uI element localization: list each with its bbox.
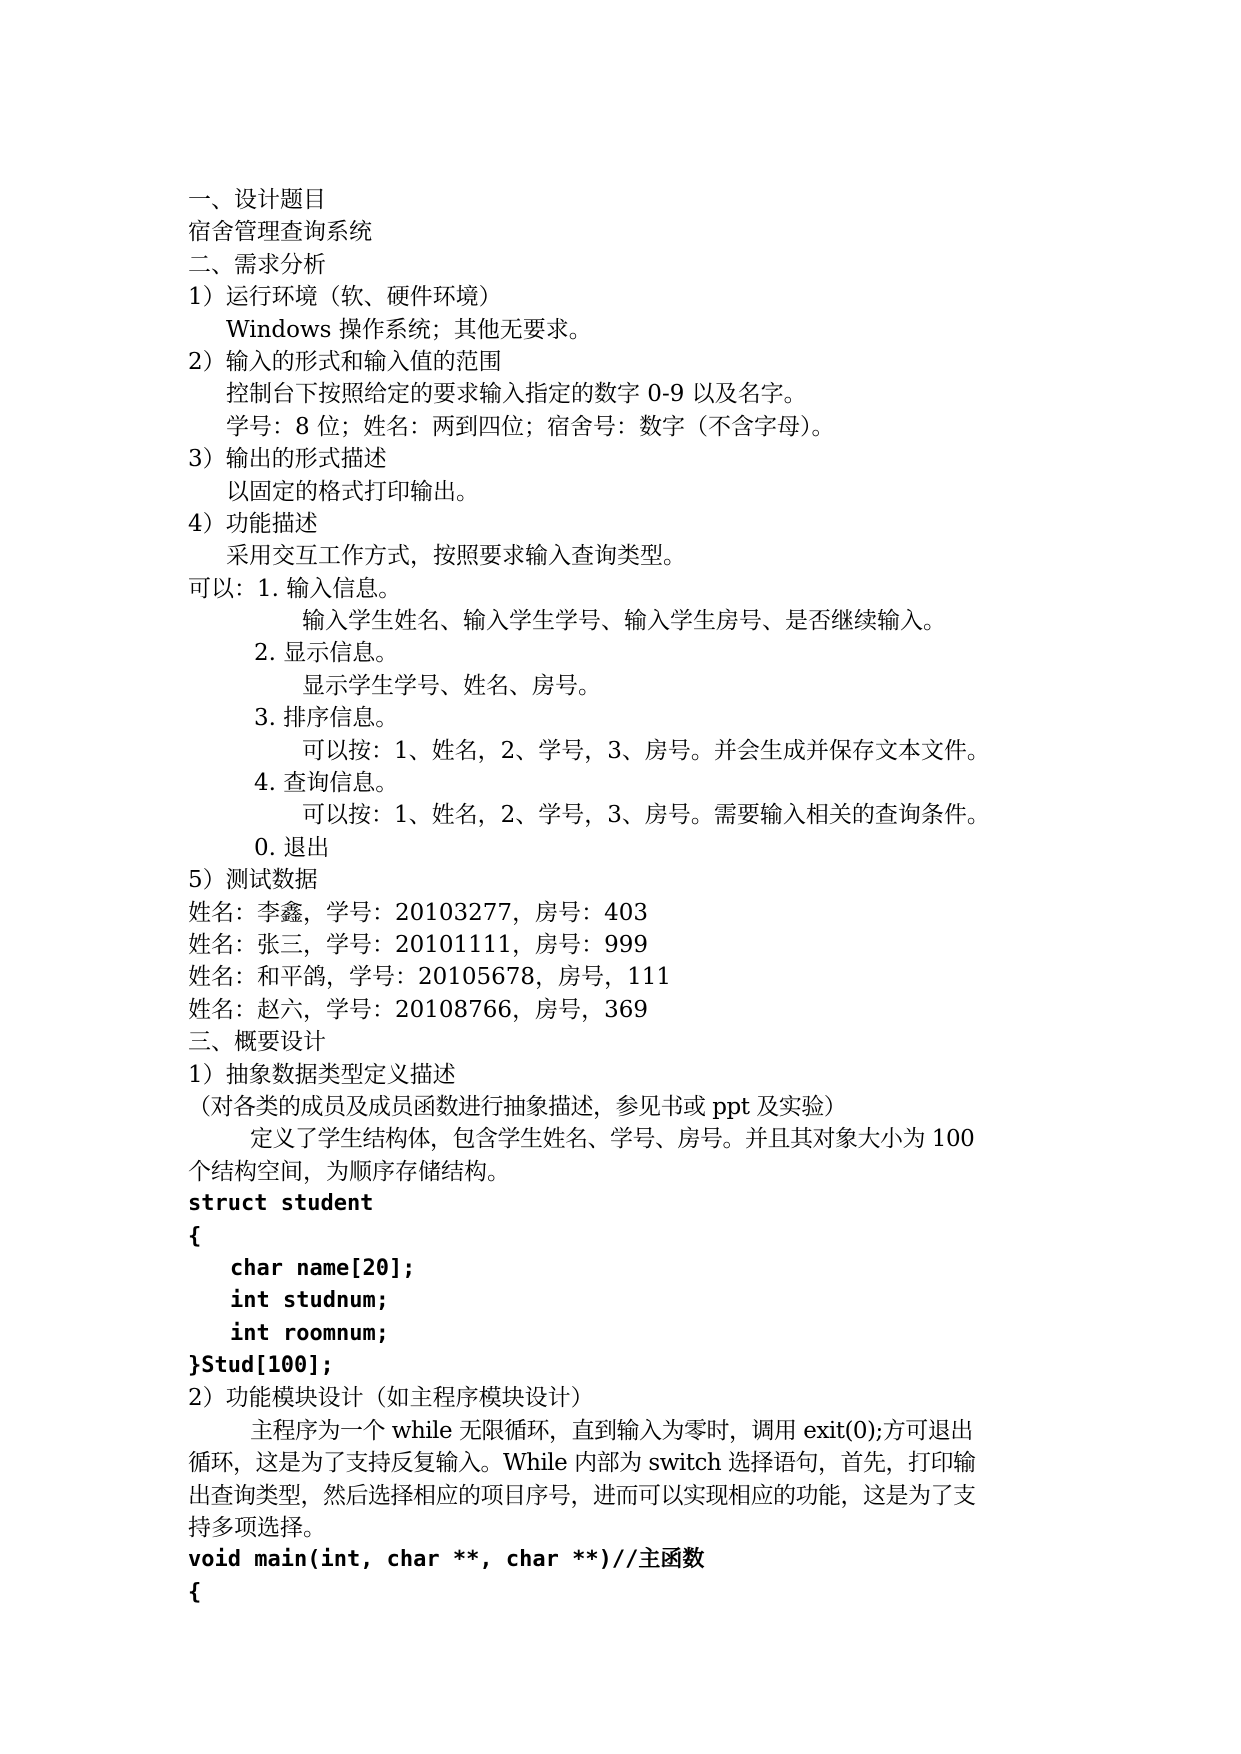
- document-line: 姓名：张三，学号：20101111，房号：999: [188, 931, 648, 958]
- document-line: 以固定的格式打印输出。: [226, 478, 479, 505]
- document-line: 0. 退出: [254, 834, 330, 861]
- document-line: 4）功能描述: [188, 510, 318, 537]
- document-line: int roomnum;: [230, 1320, 389, 1346]
- document-line: 三、概要设计: [188, 1029, 326, 1056]
- document-line: 循环，这是为了支持反复输入。While 内部为 switch 选择语句，首先，打印输: [188, 1450, 976, 1477]
- document-line: 采用交互工作方式，按照要求输入查询类型。: [226, 543, 686, 570]
- document-line: {: [188, 1223, 202, 1249]
- document-line: 持多项选择。: [188, 1515, 326, 1542]
- document-line: {: [188, 1579, 202, 1605]
- document-line: 姓名：李鑫，学号：20103277，房号：403: [188, 899, 648, 926]
- document-line: 姓名：和平鸽，学号：20105678，房号，111: [188, 964, 671, 991]
- document-line: 1）抽象数据类型定义描述: [188, 1061, 456, 1088]
- document-line: 输入学生姓名、输入学生学号、输入学生房号、是否继续输入。: [302, 608, 946, 635]
- document-line: 2. 显示信息。: [254, 640, 399, 667]
- document-line: void main(int, char **, char **)//主函数: [188, 1547, 705, 1573]
- document-line: 二、需求分析: [188, 251, 326, 278]
- document-line: 宿舍管理查询系统: [188, 219, 372, 246]
- document-line: 3. 排序信息。: [254, 705, 399, 732]
- document-body: [188, 184, 1068, 1609]
- document-line: 显示学生学号、姓名、房号。: [302, 672, 601, 699]
- document-line: 2）功能模块设计（如主程序模块设计）: [188, 1385, 594, 1412]
- document-line: 一、设计题目: [188, 187, 326, 213]
- document-line: }Stud[100];: [188, 1353, 334, 1379]
- document-line: int studnum;: [230, 1288, 389, 1314]
- document-line: 可以：1. 输入信息。: [188, 575, 402, 602]
- document-line: 出查询类型，然后选择相应的项目序号，进而可以实现相应的功能，这是为了支: [188, 1482, 976, 1509]
- document-line: 个结构空间，为顺序存储结构。: [188, 1158, 510, 1185]
- document-line: 2）输入的形式和输入值的范围: [188, 348, 502, 375]
- document-line: 4. 查询信息。: [254, 770, 399, 797]
- document-line: 5）测试数据: [188, 867, 318, 894]
- document-line: 定义了学生结构体，包含学生姓名、学号、房号。并且其对象大小为 100: [250, 1126, 975, 1153]
- document-line: Windows 操作系统；其他无要求。: [226, 316, 592, 343]
- document-line: char name[20];: [230, 1255, 416, 1281]
- document-line: 控制台下按照给定的要求输入指定的数字 0-9 以及名字。: [226, 381, 807, 408]
- document-line: 3）输出的形式描述: [188, 446, 387, 473]
- document-line: 可以按：1、姓名，2、学号，3、房号。并会生成并保存文本文件。: [302, 737, 990, 764]
- document-line: 主程序为一个 while 无限循环，直到输入为零时，调用 exit(0);方可退出: [250, 1417, 973, 1444]
- document-line: struct student: [188, 1191, 374, 1217]
- document-line: 学号：8 位；姓名：两到四位；宿舍号：数字（不含字母）。: [226, 413, 835, 440]
- document-line: （对各类的成员及成员函数进行抽象描述，参见书或 ppt 及实验）: [188, 1093, 847, 1120]
- document-line: 姓名：赵六，学号：20108766，房号，369: [188, 996, 648, 1023]
- document-line: 可以按：1、姓名，2、学号，3、房号。需要输入相关的查询条件。: [302, 802, 990, 829]
- document-line: 1）运行环境（软、硬件环境）: [188, 284, 502, 311]
